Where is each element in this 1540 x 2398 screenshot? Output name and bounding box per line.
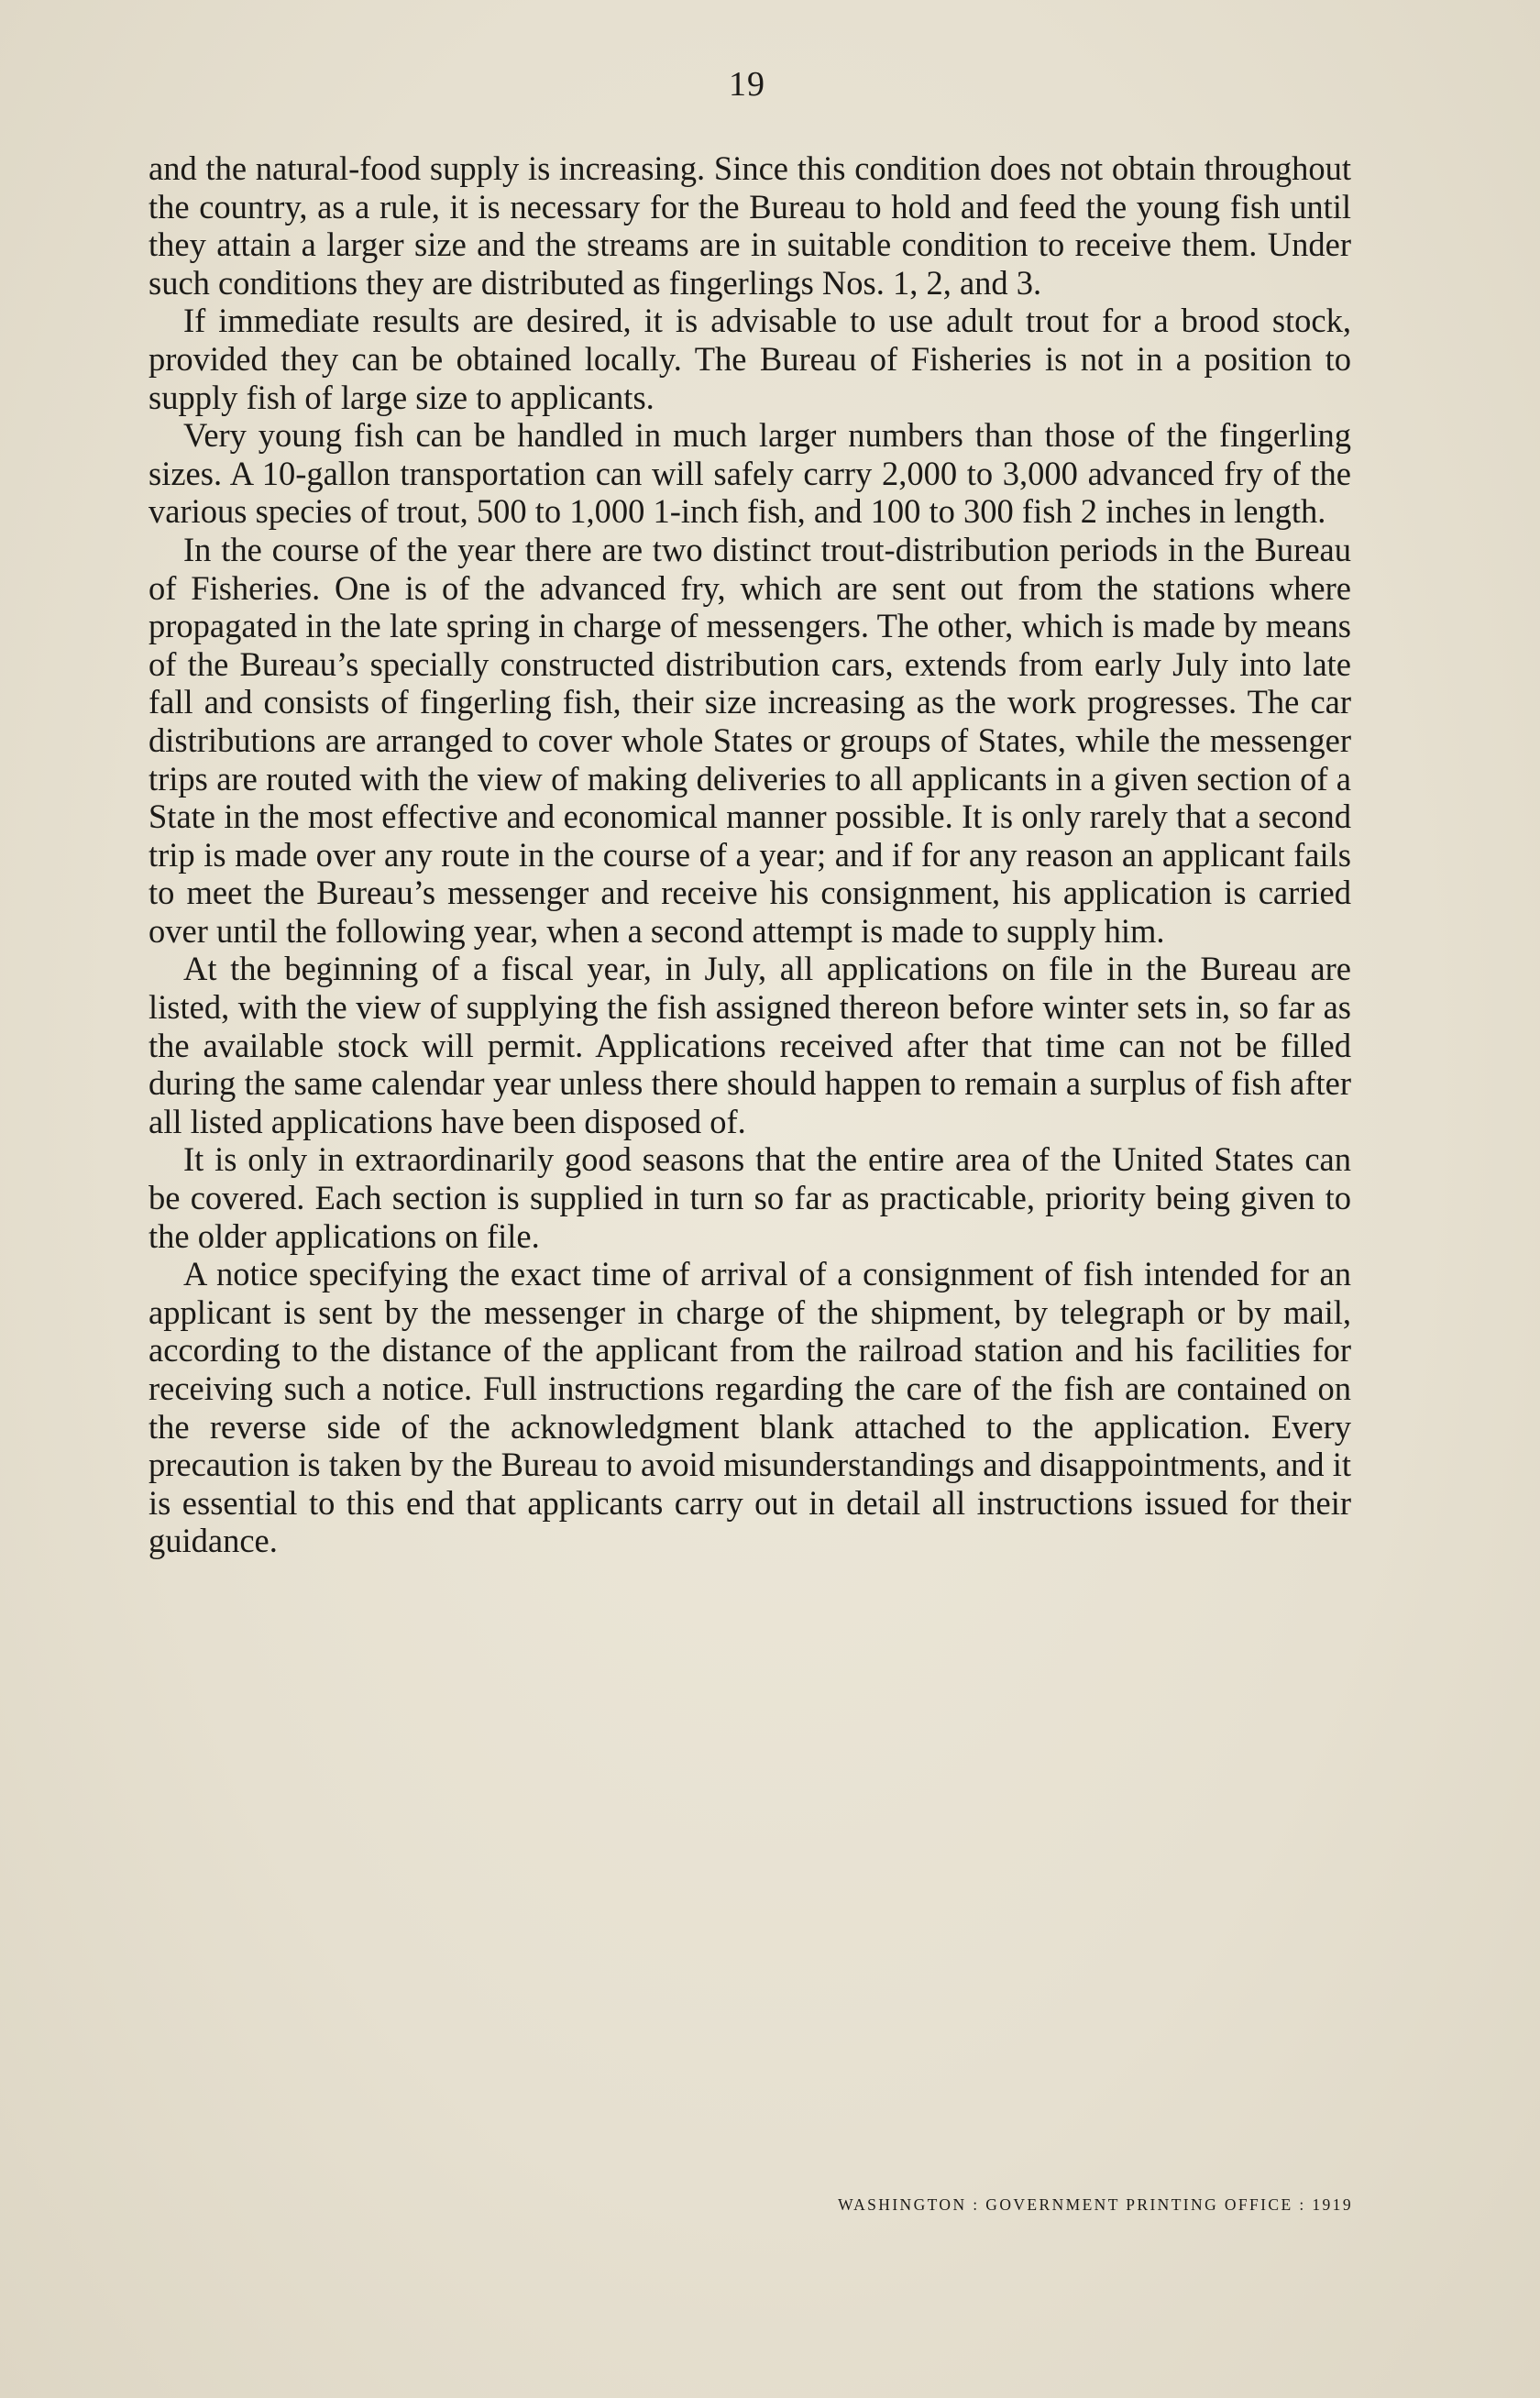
paragraph-6: It is only in extraordinarily good seasons that the entire area of the United States can be covered. Each section is supplied in turn so far as practicable, priority being given to the older applications on file.: [148, 1140, 1351, 1255]
paragraph-2: If immediate results are desired, it is advisable to use adult trout for a brood stock, provided they can be obtained locally. The Bureau of Fisheries is not in a position to supply fish of large size to applicants.: [148, 302, 1351, 416]
paragraph-5: At the beginning of a fiscal year, in July, all applications on file in the Bureau are listed, with the view of supplying the fish assigned thereon before winter sets in, so far as the available stock will permit. Applications received after that time can not be filled during the same calendar year unless there should happen to remain a surplus of fish after all listed applications have been disposed of.: [148, 950, 1351, 1140]
paragraph-3: Very young fish can be handled in much larger numbers than those of the fingerling sizes. A 10-gallon transportation can will safely carry 2,000 to 3,000 advanced fry of the various species of trout, 500 to 1,000 1-inch fish, and 100 to 300 fish 2 inches in length.: [148, 416, 1351, 531]
printer-imprint: WASHINGTON : GOVERNMENT PRINTING OFFICE : 1919: [838, 2195, 1353, 2214]
paragraph-4: In the course of the year there are two distinct trout-distribution periods in the Bureau of Fisheries. One is of the advanced fry, which are sent out from the stations where propagated in the late spring in charge of messengers. The other, which is made by means of the Bureau’s specially constructed distribution cars, extends from early July into late fall and consists of fingerling fish, their size increasing as the work progresses. The car distributions are arranged to cover whole States or groups of States, while the messenger trips are routed with the view of making deliveries to all applicants in a given section of a State in the most effective and economical manner possible. It is only rarely that a second trip is made over any route in the course of a year; and if for any reason an applicant fails to meet the Bureau’s messenger and receive his consignment, his application is carried over until the following year, when a second attempt is made to supply him.: [148, 530, 1351, 950]
paragraph-7: A notice specifying the exact time of arrival of a consignment of fish intended for an applicant is sent by the messenger in charge of the shipment, by telegraph or by mail, according to the distance of the applicant from the railroad station and his facilities for receiving such a notice. Full instructions regarding the care of the fish are contained on the reverse side of the acknowledgment blank attached to the application. Every precaution is taken by the Bureau to avoid misunderstandings and disappointments, and it is essential to this end that applicants carry out in detail all instructions issued for their guidance.: [148, 1255, 1351, 1560]
page-number: 19: [729, 65, 765, 104]
body-text: [148, 149, 1351, 1560]
paragraph-1: and the natural-food supply is increasing. Since this condition does not obtain throughout the country, as a rule, it is necessary for the Bureau to hold and feed the young fish until they attain a larger size and the streams are in suitable condition to receive them. Under such conditions they are distributed as fingerlings Nos. 1, 2, and 3.: [148, 149, 1351, 302]
